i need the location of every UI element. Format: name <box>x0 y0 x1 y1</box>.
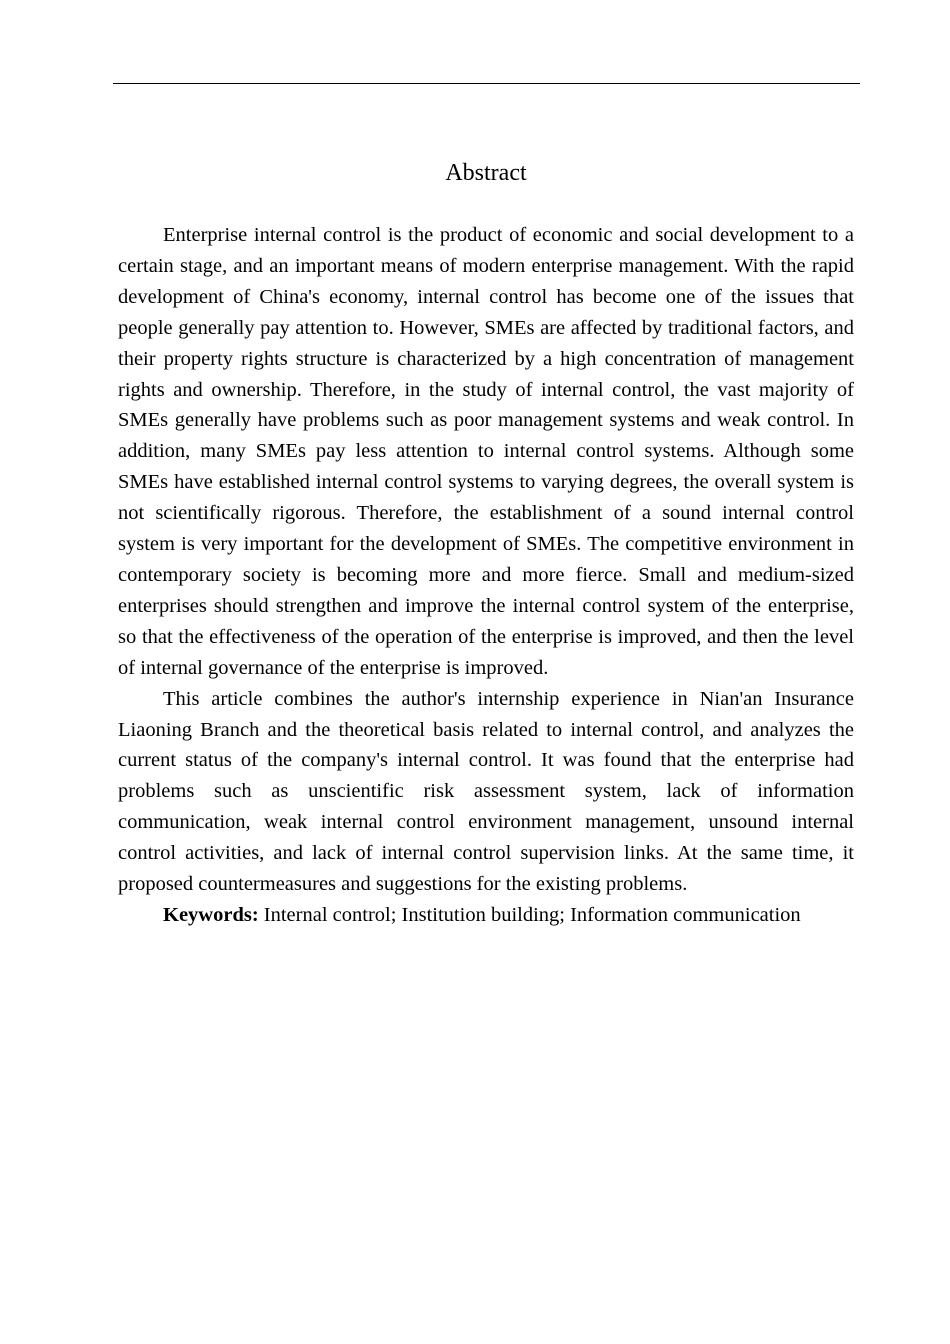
abstract-body <box>118 220 854 931</box>
abstract-paragraph-2: This article combines the author's internship experience in Nian'an Insurance Liaoning Branch and the theoretical basis related to internal control, and analyzes the current status of the company's internal control. It was found that the enterprise had problems such as unscientific risk assessment system, lack of information communication, weak internal control environment management, unsound internal control activities, and lack of internal control supervision links. At the same time, it proposed countermeasures and suggestions for the existing problems. <box>118 687 854 896</box>
keywords-line <box>118 900 854 931</box>
keywords-list: Internal control; Institution building; Information communication <box>263 903 801 926</box>
abstract-title: Abstract <box>445 160 527 186</box>
keywords-label: Keywords: <box>163 903 259 926</box>
abstract-paragraph-1: Enterprise internal control is the product of economic and social development to a certain stage, and an important means of modern enterprise management. With the rapid development of China's economy, internal control has become one of the issues that people generally pay attention to. However, SMEs are affected by traditional factors, and their property rights structure is characterized by a high concentration of management rights and ownership. Therefore, in the study of internal control, the vast majority of SMEs generally have problems such as poor management systems and weak control. In addition, many SMEs pay less attention to internal control systems. Although some SMEs have established internal control systems to varying degrees, the overall system is not scientifically rigorous. Therefore, the establishment of a sound internal control system is very important for the development of SMEs. The competitive environment in contemporary society is becoming more and more fierce. Small and medium-sized enterprises should strengthen and improve the internal control system of the enterprise, so that the effectiveness of the operation of the enterprise is improved, and then the level of internal governance of the enterprise is improved. <box>118 224 854 679</box>
header-rule <box>113 83 860 84</box>
